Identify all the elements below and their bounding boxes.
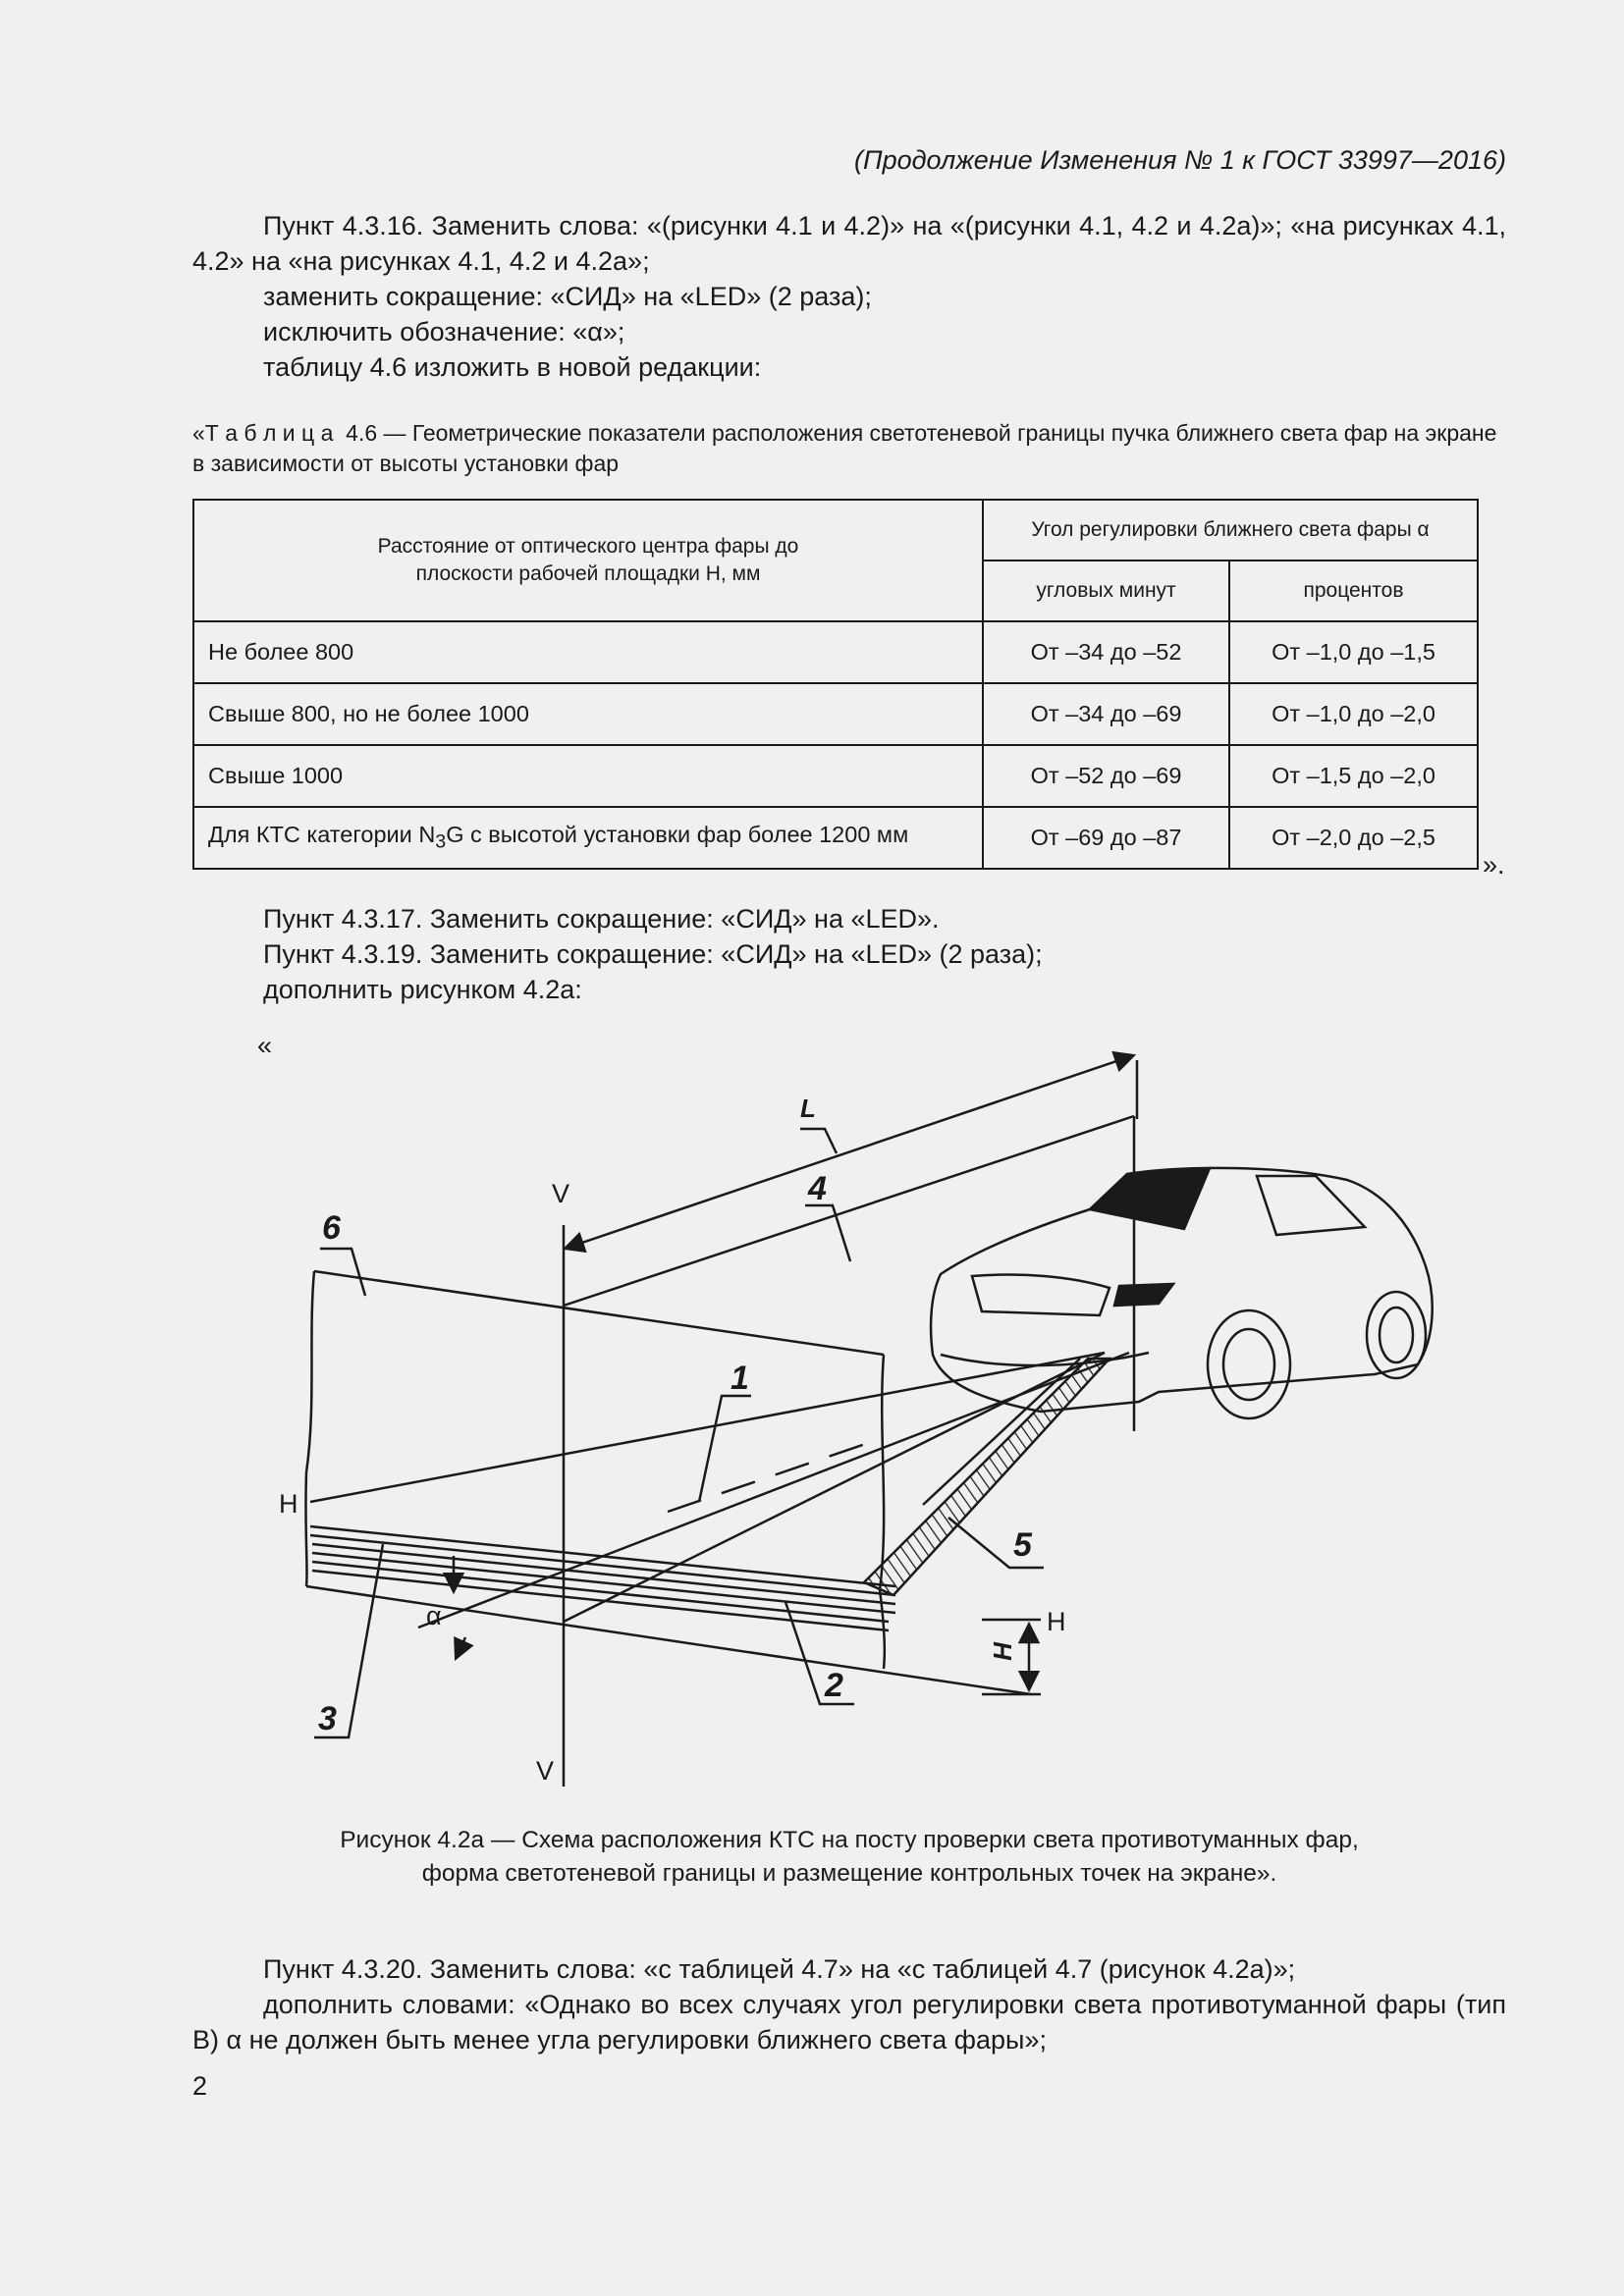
car-rear-wheel-rim <box>1380 1308 1413 1362</box>
row-percent: От –2,0 до –2,5 <box>1229 807 1478 869</box>
row-minutes: От –69 до –87 <box>983 807 1229 869</box>
table-header-percent: процентов <box>1229 561 1478 621</box>
table-header-angle: Угол регулировки ближнего света фары α <box>983 500 1478 561</box>
dimension-l-arrow <box>565 1055 1134 1249</box>
intro-paragraph-4-3-16: Пункт 4.3.16. Заменить слова: «(рисунки 4.1 и 4.2)» на «(рисунки 4.1, 4.2 и 4.2а)»; «на рисунках 4.1, 4.2» на «на рисунках 4.1, 4.2 и 4.2а»; <box>192 211 1506 276</box>
hatched-band <box>864 1359 1110 1595</box>
label-h-right: H <box>1047 1607 1066 1636</box>
beam-line-mid <box>564 1353 1105 1622</box>
after-table-line-figure: дополнить рисунком 4.2а: <box>263 975 582 1004</box>
row-minutes: От –34 до –69 <box>983 683 1229 745</box>
table-caption-quote: « <box>192 420 205 446</box>
screen-left-edge <box>305 1271 314 1586</box>
label-h-dimension: H <box>987 1642 1017 1661</box>
stripe <box>310 1526 895 1586</box>
row-label: Свыше 1000 <box>193 745 983 807</box>
label-l: L <box>800 1094 816 1123</box>
label-1: 1 <box>731 1360 749 1397</box>
stripe <box>312 1553 895 1613</box>
stripe <box>310 1535 895 1595</box>
label-alpha: α <box>426 1601 442 1630</box>
row-label: Не более 800 <box>193 621 983 683</box>
stripe <box>312 1562 889 1622</box>
page-header: (Продолжение Изменения № 1 к ГОСТ 33997—2016) <box>854 145 1506 175</box>
figure-caption <box>192 1824 1506 1891</box>
screen-bottom-edge <box>306 1586 1031 1694</box>
car-side-window <box>1257 1176 1365 1235</box>
car-windshield <box>1090 1168 1210 1229</box>
intro-line-alpha: исключить обозначение: «α»; <box>263 317 625 347</box>
table-header-minutes: угловых минут <box>983 561 1229 621</box>
screen-outline <box>314 1271 884 1355</box>
figure-caption-line1: Рисунок 4.2а — Схема расположения КТС на посту проверки света противотуманных фар, <box>340 1827 1359 1853</box>
car-front-wheel <box>1208 1310 1290 1418</box>
closing-block <box>192 1951 1506 2057</box>
row-percent: От –1,5 до –2,0 <box>1229 745 1478 807</box>
row-minutes: От –34 до –52 <box>983 621 1229 683</box>
table-caption-label: Т а б л и ц а <box>204 420 334 446</box>
row-label-post: G с высотой установки фар более 1200 мм <box>446 822 909 848</box>
label-v-bottom: V <box>536 1756 555 1786</box>
label-5: 5 <box>1013 1526 1032 1564</box>
row-label: Свыше 800, но не более 1000 <box>193 683 983 745</box>
label-h-left: H <box>279 1489 298 1519</box>
row-label-sub: 3 <box>435 830 447 853</box>
label-v-top: V <box>552 1179 570 1208</box>
after-table-line-4-3-19: Пункт 4.3.19. Заменить сокращение: «СИД» на «LED» (2 раза); <box>263 939 1043 969</box>
table-closing-quote: ». <box>1483 850 1505 880</box>
intro-line-led: заменить сокращение: «СИД» на «LED» (2 раза); <box>263 282 872 311</box>
leader-l <box>800 1129 837 1153</box>
car-grille <box>972 1275 1110 1316</box>
page-number: 2 <box>192 2071 208 2101</box>
alpha-arrow-bottom <box>456 1637 465 1659</box>
row-minutes: От –52 до –69 <box>983 745 1229 807</box>
figure-caption-line2: форма светотеневой границы и размещение контрольных точек на экране». <box>421 1860 1277 1887</box>
car-headlight <box>1114 1284 1173 1306</box>
car-rear-wheel <box>1367 1292 1426 1378</box>
label-3: 3 <box>318 1700 337 1737</box>
row-label-pre: Для КТС категории N <box>208 822 436 848</box>
car-front-wheel-rim <box>1223 1329 1274 1400</box>
table-header-distance: Расстояние от оптического центра фары до плоскости рабочей площадки H, мм <box>193 500 983 621</box>
intro-line-table: таблицу 4.6 изложить в новой редакции: <box>263 352 762 382</box>
label-2: 2 <box>825 1667 843 1704</box>
figure-open-quote: « <box>257 1031 273 1060</box>
car-illustration <box>931 1168 1433 1418</box>
label-4: 4 <box>808 1170 827 1207</box>
closing-line-addition: дополнить словами: «Однако во всех случаях угол регулировки света противотуманной фары (тип В) α не должен быть менее угла регулировки ближнего света фары»; <box>192 1990 1506 2055</box>
stripe <box>312 1544 895 1604</box>
row-percent: От –1,0 до –1,5 <box>1229 621 1478 683</box>
label-6: 6 <box>322 1209 341 1247</box>
row-percent: От –1,0 до –2,0 <box>1229 683 1478 745</box>
after-table-line-4-3-17: Пункт 4.3.17. Заменить сокращение: «СИД» на «LED». <box>263 904 940 934</box>
table-caption-text: 4.6 — Геометрические показатели расположения светотеневой границы пучка ближнего света фар на экране в зависимости от высоты установки фар <box>192 420 1497 476</box>
closing-line-4-3-20: Пункт 4.3.20. Заменить слова: «с таблицей 4.7» на «с таблицей 4.7 (рисунок 4.2а)»; <box>263 1954 1296 1984</box>
